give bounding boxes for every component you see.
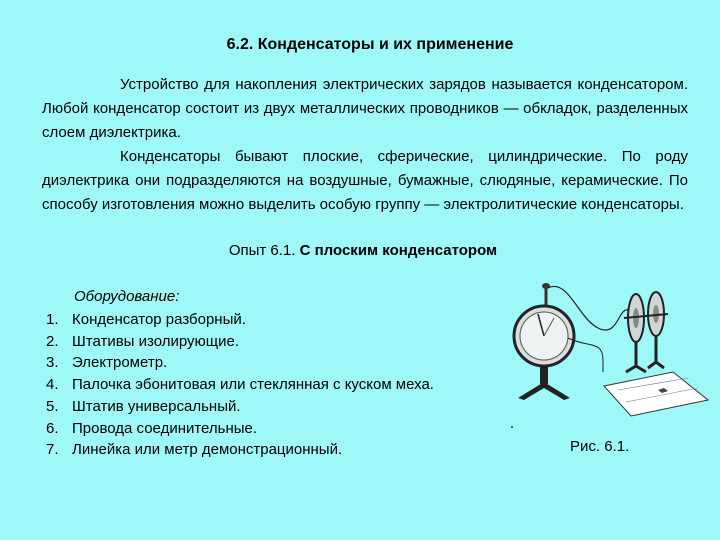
list-number: 2.: [46, 332, 59, 350]
capacitor-illustration: [624, 292, 668, 372]
ruler-illustration: [604, 372, 708, 416]
electrometer-illustration: [514, 283, 574, 400]
list-item: [46, 331, 434, 353]
list-text: Конденсатор разборный.: [72, 311, 246, 328]
list-number: 1.: [46, 311, 59, 328]
list-text: Линейка или метр демонстрационный.: [72, 441, 343, 459]
list-text: Штатив универсальный.: [72, 397, 241, 415]
stray-dot: [511, 426, 513, 428]
list-item: [46, 309, 434, 331]
list-text: Провода соединительные.: [72, 419, 258, 437]
slide-title: 6.2. Конденсаторы и их применение: [226, 36, 514, 53]
paragraph-definition: Устройство для накопления электрических зарядов называется конденсатором. Любой конденсатор состоит из двух металлических проводников — обкладок, разделенных слоем диэлектрика.: [42, 76, 688, 141]
equipment-list: [46, 309, 434, 461]
list-item: [46, 374, 434, 396]
list-item: [46, 439, 434, 461]
list-number: 7.: [46, 441, 59, 459]
list-item: [46, 396, 434, 418]
experiment-prefix: Опыт 6.1.: [228, 242, 300, 259]
equipment-heading: Оборудование:: [74, 288, 180, 305]
list-text: Штативы изолирующие.: [72, 332, 240, 350]
list-text: Палочка эбонитовая или стеклянная с куском меха.: [72, 376, 434, 394]
list-number: 6.: [46, 419, 59, 437]
list-text: Электрометр.: [72, 354, 168, 372]
capacitor-apparatus-figure: [508, 268, 713, 438]
list-number: 3.: [46, 354, 59, 372]
list-item: [46, 352, 434, 374]
paragraph-types: Конденсаторы бывают плоские, сферические, цилиндрические. По роду диэлектрика они подразделяются на воздушные, бумажные, слюдяные, керамические. По способу изготовления можно выделить особую группу — электролитические конденсаторы.: [42, 148, 688, 213]
list-number: 5.: [46, 397, 59, 415]
experiment-heading: [0, 242, 720, 259]
figure-caption: Рис. 6.1.: [570, 438, 630, 455]
list-number: 4.: [46, 376, 59, 394]
list-item: [46, 418, 434, 440]
experiment-name: С плоским конденсатором: [299, 242, 498, 259]
